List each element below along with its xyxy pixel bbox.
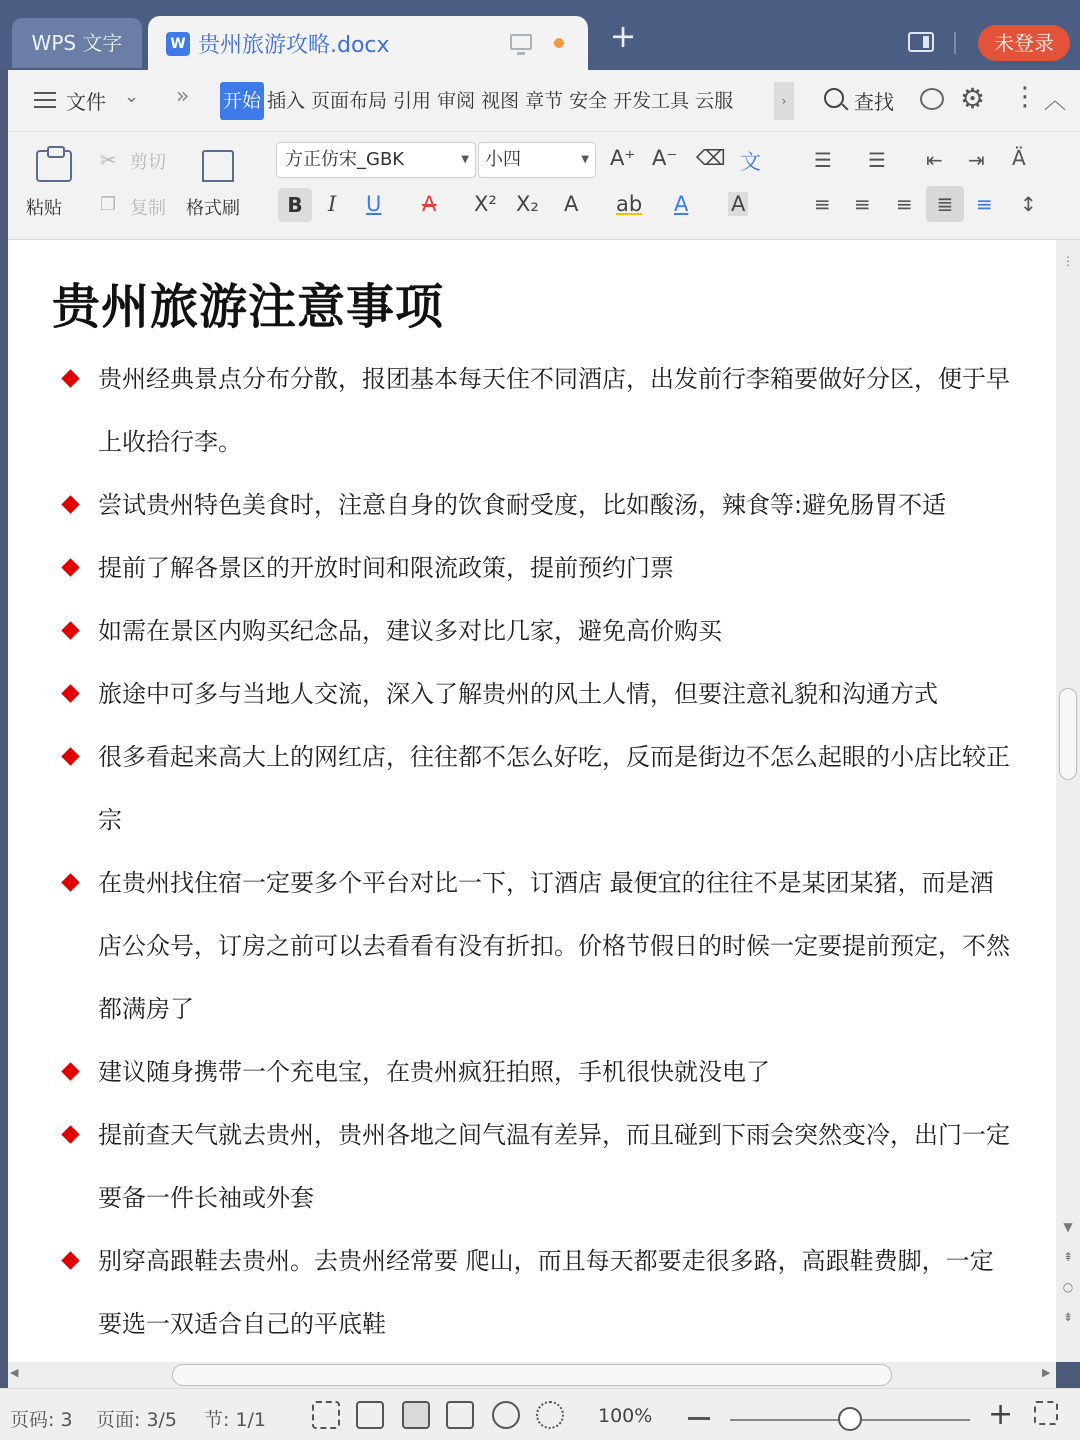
diamond-bullet-icon — [61, 747, 79, 765]
new-tab-button[interactable]: + — [609, 17, 637, 55]
divider — [954, 32, 956, 54]
expand-icon[interactable]: » — [176, 84, 190, 109]
text-effect-button[interactable]: A — [564, 192, 579, 216]
font-color-button[interactable]: A — [674, 192, 689, 216]
decrease-indent-icon[interactable]: ⇤ — [926, 148, 943, 172]
diamond-bullet-icon — [61, 684, 79, 702]
bold-button[interactable]: B — [278, 188, 312, 222]
font-name-value: 方正仿宋_GBK — [285, 149, 405, 170]
list-item — [8, 600, 1056, 663]
grow-font-button[interactable]: A⁺ — [610, 146, 636, 170]
diamond-bullet-icon — [61, 369, 79, 387]
next-page-icon[interactable]: ⇟ — [1062, 1310, 1074, 1324]
diamond-bullet-icon — [61, 558, 79, 576]
numbered-list-icon[interactable]: ☰ — [868, 148, 886, 172]
paste-icon[interactable] — [36, 150, 72, 182]
search-icon[interactable] — [824, 88, 844, 108]
page-view-icon[interactable] — [402, 1401, 430, 1429]
list-item-text: 提前了解各景区的开放时间和限流政策，提前预约门票 — [98, 554, 674, 582]
diamond-bullet-icon — [61, 873, 79, 891]
menu-row — [8, 70, 1080, 132]
justify-icon[interactable]: ≣ — [926, 186, 964, 222]
outline-view-icon[interactable] — [446, 1401, 474, 1429]
strikethrough-button[interactable]: A — [422, 192, 437, 216]
character-scale-icon[interactable]: Ä — [1012, 146, 1026, 170]
font-size-value: 小四 — [485, 149, 521, 170]
list-item — [8, 663, 1056, 726]
ribbon-tabs — [220, 82, 736, 120]
list-item — [8, 474, 1056, 537]
align-center-icon[interactable]: ≡ — [854, 192, 871, 216]
list-item — [8, 1230, 1056, 1356]
tab-security[interactable]: 安全 — [569, 90, 608, 112]
search-button[interactable]: 查找 — [854, 90, 894, 114]
italic-button[interactable]: I — [328, 192, 337, 216]
login-button[interactable]: 未登录 — [978, 25, 1070, 61]
monitor-icon[interactable] — [510, 34, 532, 50]
chevron-down-icon[interactable]: ⌄ — [124, 86, 140, 107]
diamond-bullet-icon — [61, 1125, 79, 1143]
list-item-text: 别穿高跟鞋去贵州。去贵州经常要 爬山，而且每天都要走很多路，高跟鞋费脚，一定要选一双适合自己的平底鞋 — [98, 1247, 994, 1338]
ribbon — [8, 70, 1080, 240]
increase-indent-icon[interactable]: ⇥ — [968, 148, 985, 172]
scroll-left-arrow-icon[interactable]: ◀ — [10, 1366, 19, 1379]
clear-format-icon[interactable]: ⌫ — [696, 146, 726, 170]
tab-references[interactable]: 引用 — [393, 90, 432, 112]
zoom-level[interactable]: 100% — [598, 1405, 653, 1427]
scissors-icon: ✂ — [100, 148, 117, 172]
app-tab[interactable]: WPS 文字 — [12, 18, 142, 68]
title-bar — [0, 0, 1080, 70]
list-item — [8, 1041, 1056, 1104]
subscript-button[interactable]: X₂ — [516, 192, 539, 216]
list-item-text: 尝试贵州特色美食时，注意自身的饮食耐受度，比如酸汤，辣食等:避免肠胃不适 — [98, 491, 947, 519]
list-item-text: 建议随身携带一个充电宝，在贵州疯狂拍照，手机很快就没电了 — [98, 1058, 770, 1086]
section-status[interactable]: 节: 1/1 — [204, 1409, 267, 1431]
paste-button[interactable]: 粘贴 — [26, 198, 62, 219]
scroll-right-arrow-icon[interactable]: ▶ — [1042, 1366, 1051, 1379]
font-size-select[interactable] — [478, 142, 596, 178]
fullscreen-icon[interactable] — [312, 1401, 340, 1429]
zoom-in-button[interactable]: + — [988, 1397, 1014, 1432]
list-item-text: 如需在景区内购买纪念品，建议多对比几家，避免高价购买 — [98, 617, 722, 645]
tab-insert[interactable]: 插入 — [267, 90, 306, 112]
tab-section[interactable]: 章节 — [525, 90, 564, 112]
tab-developer[interactable]: 开发工具 — [613, 90, 690, 112]
vertical-scroll-thumb[interactable] — [1059, 688, 1077, 780]
chevron-down-icon: ▼ — [461, 154, 469, 165]
list-item-text: 在贵州找住宿一定要多个平台对比一下，订酒店 最便宜的往往不是某团某猪，而是酒店公众号，订房之前可以去看看有没有折扣。价格节假日的时候一定要提前预定，不然都满房了 — [98, 869, 1010, 1023]
underline-button[interactable]: U — [366, 192, 382, 216]
diamond-bullet-icon — [61, 1251, 79, 1269]
document-tab[interactable] — [148, 16, 588, 70]
tab-review[interactable]: 审阅 — [437, 90, 476, 112]
tab-home[interactable]: 开始 — [220, 82, 264, 120]
shrink-font-button[interactable]: A⁻ — [652, 146, 678, 170]
list-item-text: 旅途中可多与当地人交流，深入了解贵州的风土人情，但要注意礼貌和沟通方式 — [98, 680, 938, 708]
list-item-text: 很多看起来高大上的网红店，往往都不怎么好吃，反而是街边不怎么起眼的小店比较正宗 — [98, 743, 1010, 834]
copy-icon: ❐ — [100, 194, 117, 215]
window-layout-icon[interactable] — [908, 32, 934, 52]
copy-button[interactable]: 复制 — [130, 198, 166, 219]
select-browse-object-icon[interactable]: ○ — [1062, 1280, 1074, 1294]
web-view-icon[interactable] — [492, 1401, 520, 1429]
eye-protection-icon[interactable] — [536, 1401, 564, 1429]
document-page[interactable] — [8, 240, 1056, 1362]
line-spacing-icon[interactable]: ↕ — [1020, 192, 1037, 216]
hamburger-menu-icon[interactable] — [34, 92, 56, 108]
phonetic-guide-icon[interactable]: 文 — [740, 150, 761, 174]
tab-page-layout[interactable]: 页面布局 — [311, 90, 388, 112]
page-number-status[interactable]: 页码: 3 — [10, 1409, 73, 1431]
document-tab-title: 贵州旅游攻略.docx — [198, 33, 390, 58]
horizontal-scroll-thumb[interactable] — [172, 1364, 892, 1386]
format-painter-icon[interactable] — [202, 150, 234, 182]
align-right-icon[interactable]: ≡ — [896, 192, 913, 216]
file-menu[interactable]: 文件 — [66, 90, 106, 114]
zoom-slider-knob[interactable] — [838, 1407, 862, 1431]
page-count-status[interactable]: 页面: 3/5 — [96, 1409, 178, 1431]
list-item — [8, 1104, 1056, 1230]
bullet-list — [8, 348, 1056, 1356]
more-options-icon[interactable]: ⋮ — [1012, 82, 1038, 112]
tab-view[interactable]: 视图 — [481, 90, 520, 112]
align-left-icon[interactable]: ≡ — [814, 192, 831, 216]
ruler-toggle-icon[interactable]: ⋮ — [1062, 254, 1074, 268]
collapse-ribbon-icon[interactable]: ︿ — [1044, 89, 1067, 114]
document-title: 贵州旅游注意事项 — [52, 279, 445, 335]
list-item — [8, 348, 1056, 474]
list-item — [8, 726, 1056, 852]
highlight-button[interactable]: ab — [616, 192, 643, 216]
gear-icon[interactable]: ⚙ — [960, 82, 986, 115]
list-item — [8, 852, 1056, 1041]
list-item-text: 提前查天气就去贵州，贵州各地之间气温有差异，而且碰到下雨会突然变冷，出门一定要备一件长袖或外套 — [98, 1121, 1010, 1212]
distributed-align-icon[interactable]: ≡ — [976, 192, 993, 216]
reading-mode-icon[interactable] — [356, 1401, 384, 1429]
word-doc-icon: W — [166, 32, 190, 56]
vertical-scrollbar[interactable] — [1056, 240, 1080, 1362]
fit-page-icon[interactable] — [1034, 1401, 1058, 1425]
unsaved-indicator — [554, 38, 564, 48]
horizontal-scrollbar[interactable] — [8, 1362, 1056, 1388]
comment-icon[interactable] — [920, 88, 944, 110]
diamond-bullet-icon — [61, 1062, 79, 1080]
home-toolbar — [8, 132, 1080, 240]
tab-cloud[interactable]: 云服 — [695, 90, 734, 112]
previous-page-icon[interactable]: ⇞ — [1062, 1250, 1074, 1264]
diamond-bullet-icon — [61, 621, 79, 639]
tabs-scroll-right-button[interactable]: › — [774, 82, 794, 120]
zoom-out-button[interactable] — [688, 1417, 710, 1420]
font-name-select[interactable] — [276, 142, 476, 178]
status-bar — [0, 1388, 1080, 1440]
chevron-down-icon: ▼ — [581, 154, 589, 165]
cut-button[interactable]: 剪切 — [130, 152, 166, 173]
diamond-bullet-icon — [61, 495, 79, 513]
scroll-down-arrow-icon[interactable]: ▼ — [1063, 1220, 1073, 1234]
superscript-button[interactable]: X² — [474, 192, 497, 216]
bullet-list-icon[interactable]: ☰ — [814, 148, 832, 172]
character-shading-button[interactable]: A — [728, 192, 748, 216]
list-item — [8, 537, 1056, 600]
format-painter-button[interactable]: 格式刷 — [186, 198, 240, 219]
list-item-text: 贵州经典景点分布分散，报团基本每天住不同酒店，出发前行李箱要做好分区，便于早上收拾行李。 — [98, 365, 1010, 456]
